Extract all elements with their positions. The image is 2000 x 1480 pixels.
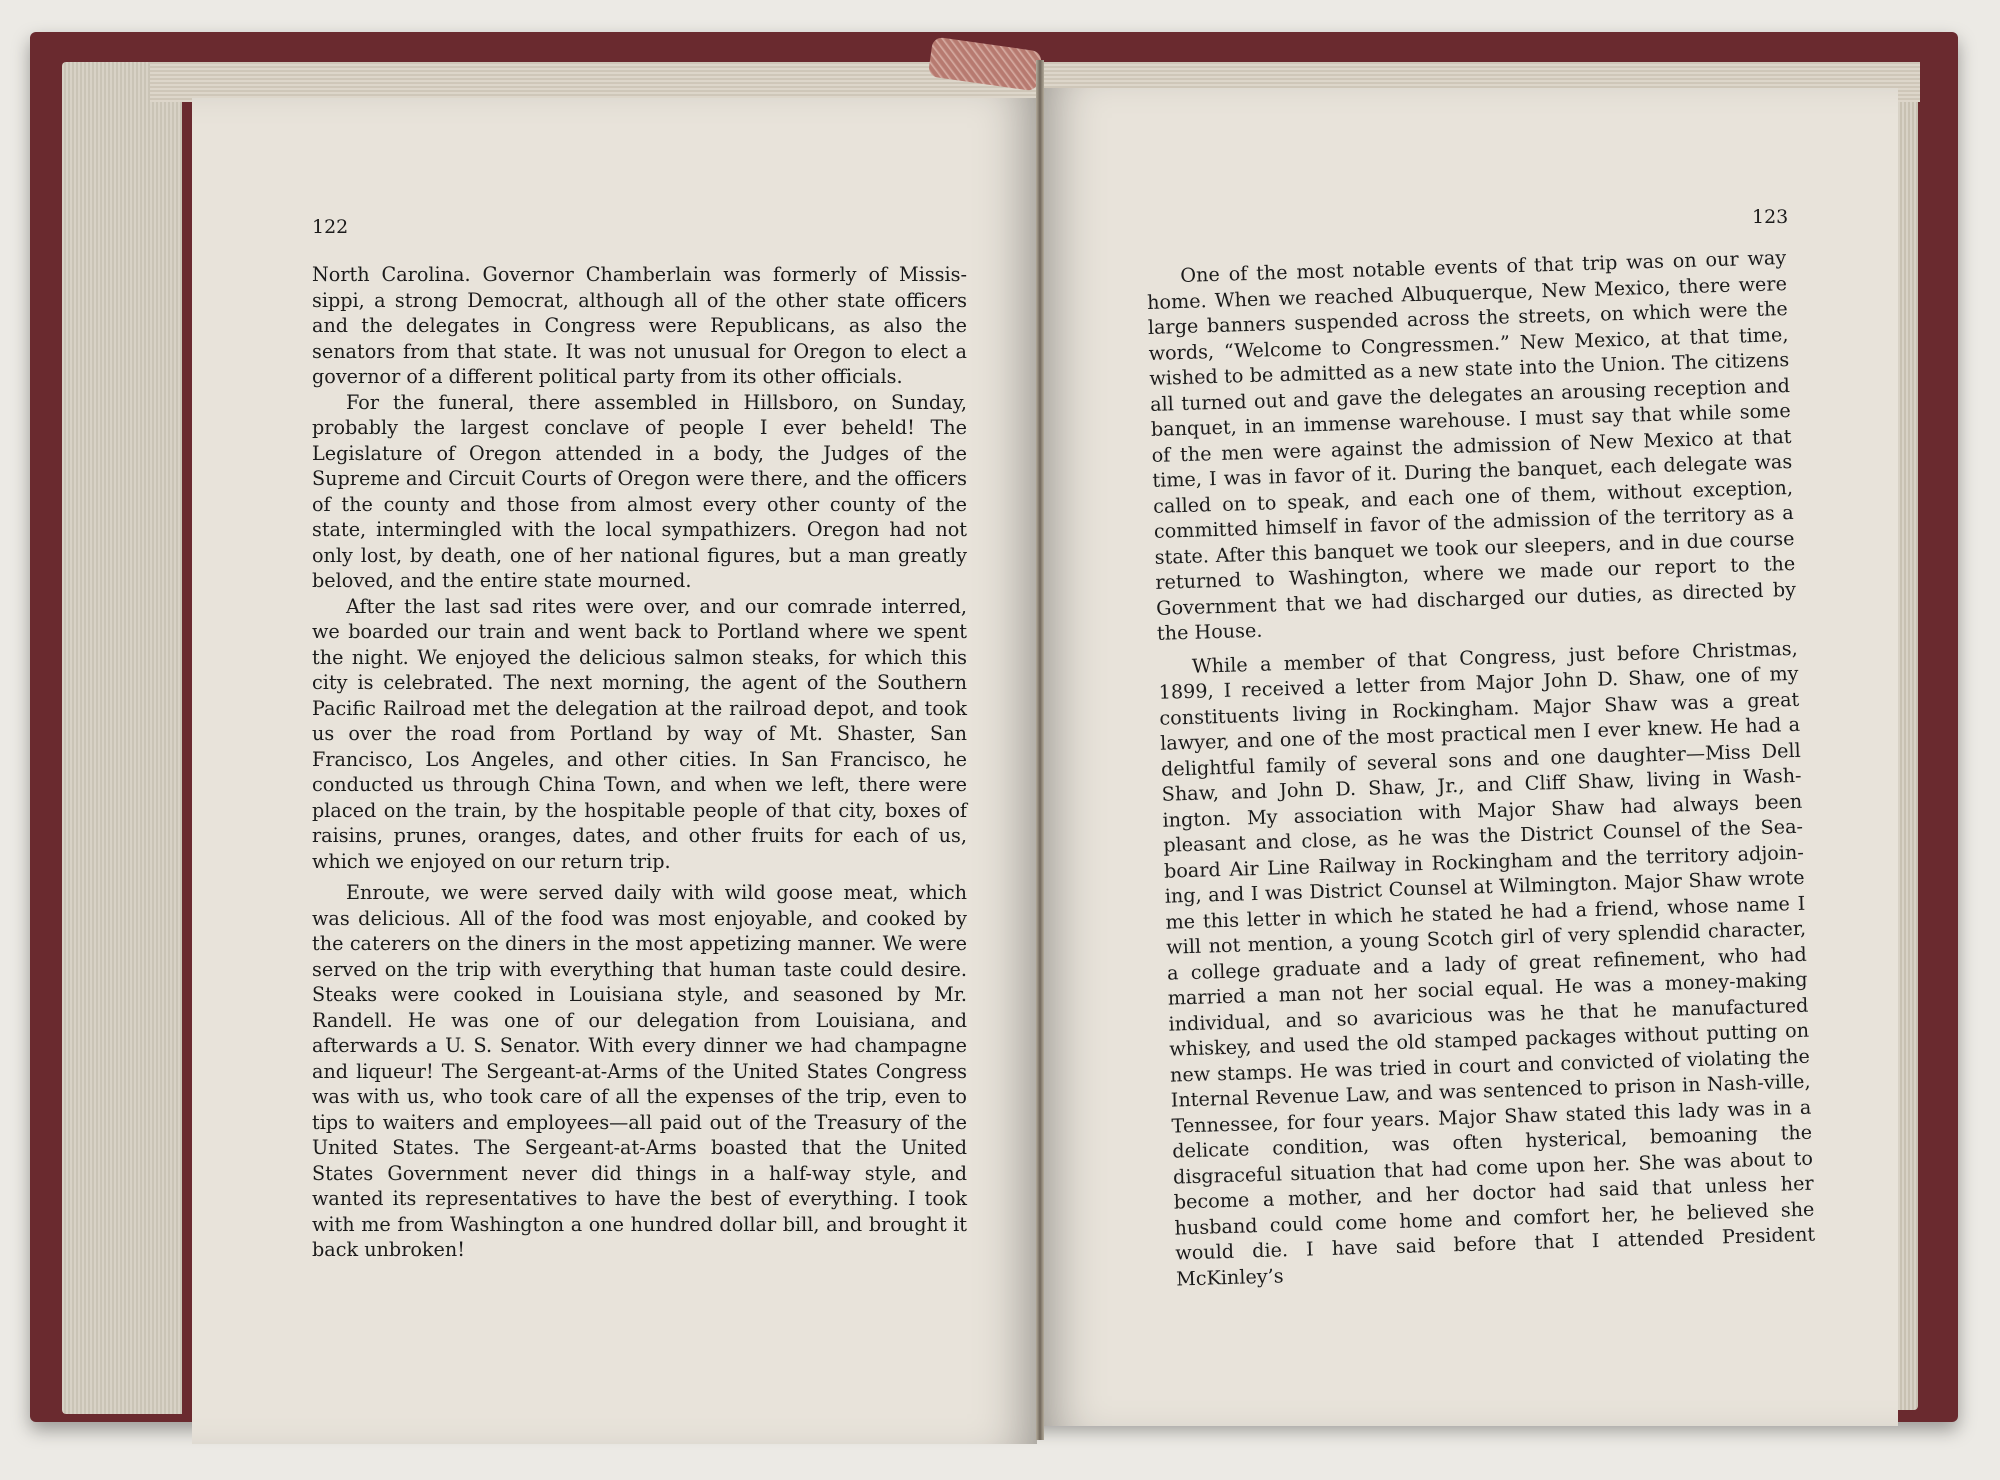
- paragraph: After the last sad rites were over, and our comrade interred, we boarded our train and went back to Portland where we spent the night. We enjoyed the delicious salmon steaks, for which this city is celebrated. The next morning, the agent of the Southern Pacific Railroad met the delegation at the railroad depot, and took us over the road from Portland by way of Mt. Shaster, San Francisco, Los Angeles, and other cities. In San Francisco, he conducted us through China Town, and when we left, there were placed on the train, by the hospitable people of that city, boxes of raisins, prunes, oranges, dates, and other fruits for each of us, which we enjoyed on our return trip.: [312, 594, 967, 873]
- paragraph: One of the most notable events of that trip was on our way home. When we reached Albuquerque, New Mexico, there were large banners suspended across the streets, on which were the words, “Welcome to Congressmen.” New Mexico, at that time, wished to be admitted as a new state into the Union. The citizens all turned out and gave the delegates an arousing reception and banquet, in an immense warehouse. I must say that while some of the men were against the admission of New Mexico at that time, I was in favor of it. During the banquet, each delegate was called on to speak, and each one of them, without exception, committed himself in favor of the admission of the territory as a state. After this banquet we took our sleepers, and in due course returned to Washington, where we made our report to the Government that we had discharged our duties, as directed by the House.: [1146, 246, 1797, 645]
- paragraph: North Carolina. Governor Chamberlain was formerly of Missis-sippi, a strong Democrat, although all of the other state officers and the delegates in Congress were Republicans, as also the senators from that state. It was not unusual for Oregon to elect a governor of a different political party from its other officials.: [312, 263, 967, 388]
- paragraph: For the funeral, there assembled in Hillsboro, on Sunday, probably the largest conclave of people I ever beheld! The Legislature of Oregon attended in a body, the Judges of the Supreme and Circuit Courts of Oregon were there, and the officers of the county and those from almost every other county of the state, intermingled with the local sympathizers. Oregon had not only lost, by death, one of her national figures, but a man greatly beloved, and the entire state mourned.: [312, 390, 967, 592]
- right-page-number: 123: [1752, 206, 1789, 228]
- paragraph: Enroute, we were served daily with wild goose meat, which was delicious. All of the food was most enjoyable, and cooked by the caterers on the diners in the most appetizing manner. We were served on the trip with everything that human taste could desire. Steaks were cooked in Louisiana style, and seasoned by Mr. Randell. He was one of our delegation from Louisiana, and afterwards a U. S. Senator. With every dinner we had champagne and liqueur! The Sergeant-at-Arms of the United States Congress was with us, who took care of all the expenses of the trip, even to tips to waiters and employees—all paid out of the Treasury of the United States. The Sergeant-at-Arms boasted that the United States Government never did things in a half-way style, and wanted its representatives to have the best of everything. I took with me from Washington a one hundred dollar bill, and brought it back unbroken!: [312, 881, 967, 1261]
- left-page-number: 122: [312, 216, 349, 238]
- book-gutter: [1036, 60, 1044, 1440]
- left-page-text: [312, 262, 967, 1263]
- right-page-text: [1146, 245, 1816, 1292]
- page-edges-left: [62, 62, 182, 1414]
- paragraph: While a member of that Congress, just before Christmas, 1899, I received a letter from Major John D. Shaw, one of my constituents living in Rockingham. Major Shaw was a great lawyer, and one of the most practical men I ever knew. He had a delightful family of several sons and one daughter—Miss Dell Shaw, and John D. Shaw, Jr., and Cliff Shaw, living in Wash-ington. My association with Major Shaw had always been pleasant and close, as he was the District Counsel of the Sea-board Air Line Railway in Rockingham and the territory adjoin-ing, and I was District Counsel at Wilmington. Major Shaw wrote me this letter in which he stated he had a friend, whose name I will not mention, a young Scotch girl of very splendid character, a college graduate and a lady of great refinement, who had married a man not her social equal. He was a money-making individual, and so avaricious was he that he manufactured whiskey, and used the old stamped packages without putting on new stamps. He was tried in court and convicted of violating the Internal Revenue Law, and was sentenced to prison in Nash-ville, Tennessee, for four years. Major Shaw stated this lady was in a delicate condition, was often hysterical, bemoaning the disgraceful situation that had come upon her. She was about to become a mother, and her doctor had said that unless her husband could come home and comfort her, he believed she would die. I have said before that I attended President McKinley’s: [1158, 636, 1816, 1291]
